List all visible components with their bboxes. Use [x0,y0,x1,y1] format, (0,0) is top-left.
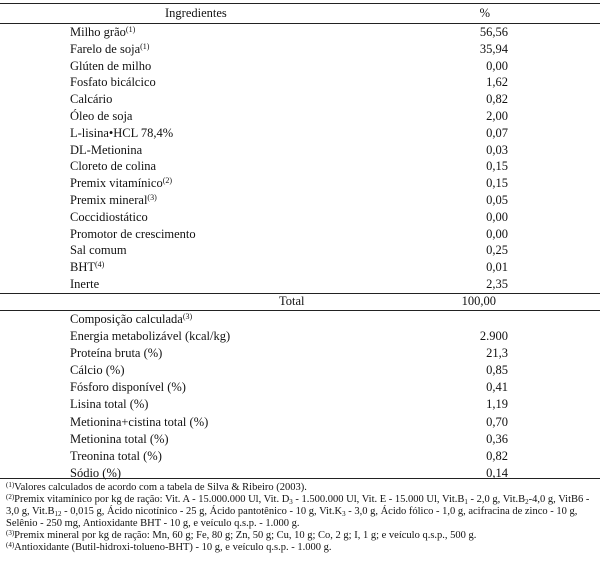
composition-row-label: Cálcio (%) [70,363,125,378]
ingredient-row [0,58,600,75]
ingredient-row [0,259,600,276]
ingredient-row-value: 0,82 [486,92,508,107]
composition-row-label: Treonina total (%) [70,448,162,463]
ingredient-row-value: 0,00 [486,226,508,241]
ingredient-row [0,158,600,175]
ingredient-row-value: 1,62 [486,75,508,90]
footnotes [6,482,596,553]
ingredient-row-value: 0,00 [486,209,508,224]
ingredient-row-value: 0,15 [486,176,508,191]
ingredient-row-label: Sal comum [70,243,127,258]
composition-row [0,362,600,379]
composition-row-value: 0,82 [486,448,508,463]
footnote-3: $^{(3)}$Premix mineral por kg de ração: Mn, 60 g; Fe, 80 g; Zn, 50 g; Cu, 10 g; Co, 2 g; I, 1 g; e veículo q.s.p., 500 g. [6,528,477,541]
total-row [0,293,600,310]
composition-heading-row [0,311,600,328]
ingredient-row-label: BHT$^{(4)}$ [70,260,105,275]
ingredient-row [0,226,600,243]
composition-row [0,431,600,448]
composition-row [0,396,600,413]
composition-row [0,448,600,465]
footnote-2: $^{(2)}$Premix vitamínico por kg de ração: Vit. A - 15.000.000 Ul, Vit. $D_3 - 1.500.000$ Ul, Vit. E - 15.000 Ul, $Vit.B_1 - 2,0$ g, $Vit.B_2-4,0$ g, VitB6 - 3,0 g, $Vit.B_{12} - 0,015$ g, Ácido nicotínico - 25 g, Ácido pantotênico - 10 g, $Vit.K_3 - 3,0$ g, Ácido fólico - 1,0 g, acifracina de zinco - 10 g, Selênio - 250 mg, Antioxidante BHT - 10 g, e veículo q.s.p. - 1.000 g. [6,492,590,529]
header-percent: % [479,6,490,20]
composition-row-label: Metionina+cistina total (%) [70,414,209,429]
composition-row-value: 0,14 [486,465,508,480]
ingredient-row-label: Glúten de milho [70,58,152,73]
footnote-4: $^{(4)}$Antioxidante (Butil-hidroxi-tolueno-BHT) - 10 g, e veículo q.s.p. - 1.000 g. [6,540,332,553]
ingredient-row-value: 0,01 [486,260,508,275]
ingredient-row-value: 0,00 [486,58,508,73]
composition-heading: Composição calculada$^{(3)}$ [70,312,193,326]
composition-row [0,414,600,431]
ingredient-row [0,125,600,142]
ingredient-row-label: Premix mineral$^{(3)}$ [70,193,157,207]
ingredient-row [0,242,600,259]
composition-row [0,379,600,396]
ingredient-row [0,142,600,159]
composition-row-value: 0,36 [486,431,508,446]
ingredient-row-label: Premix vitamínico$^{(2)}$ [70,176,173,191]
ingredient-row [0,74,600,91]
ingredient-row-label: Óleo de soja [70,109,133,123]
ingredient-row-value: 2,35 [486,277,508,291]
composition-row-label: Sódio (%) [70,465,122,480]
ingredient-row-value: 0,03 [486,142,508,157]
ingredient-row-label: Promotor de crescimento [70,226,196,241]
header-ingredients: Ingredientes [165,6,227,20]
ingredient-row-label: Milho grão$^{(1)}$ [70,25,136,39]
composition-row-value: 21,3 [486,346,508,361]
ingredient-row [0,108,600,125]
ingredient-row [0,192,600,209]
composition-row-label: Energia metabolizável (kcal/kg) [70,329,231,343]
ingredient-row-label: Cloreto de colina [70,159,157,174]
composition-row [0,465,600,482]
ingredient-row [0,175,600,192]
ingredient-row-label: Calcário [70,92,113,107]
ingredient-row-value: 2,00 [486,109,508,123]
ingredient-row-value: 0,25 [486,243,508,258]
composition-row-value: 0,70 [486,414,508,429]
ingredient-row-value: 0,07 [486,125,508,140]
composition-row-label: Fósforo disponível (%) [70,380,186,395]
ingredient-row-value: 56,56 [479,25,508,39]
table-bottom-rule [0,478,600,479]
ingredient-row-label: Fosfato bicálcico [70,75,156,90]
ingredient-row-value: 0,15 [486,159,508,174]
ingredient-row [0,91,600,108]
composition-row [0,328,600,345]
ingredient-row-label: DL-Metionina [70,142,143,157]
composition-row-label: Metionina total (%) [70,431,169,446]
table-top-rule [0,3,600,4]
ingredient-row [0,276,600,293]
ingredient-row-label: L-lisina•HCL 78,4% [70,125,174,140]
ingredient-row-label: Farelo de soja$^{(1)}$ [70,41,150,56]
composition-row-label: Proteína bruta (%) [70,346,163,361]
ingredient-row-label: Coccidiostático [70,209,148,224]
composition-row-value: 0,85 [486,363,508,378]
composition-row-value: 2.900 [479,329,508,343]
composition-row-label: Lisina total (%) [70,397,149,412]
ingredient-row [0,24,600,41]
composition-row [0,345,600,362]
composition-row-value: 0,41 [486,380,508,395]
ingredient-row [0,41,600,58]
total-value: 100,00 [461,294,496,308]
ingredient-row-label: Inerte [70,277,100,291]
ingredient-row-value: 0,05 [486,193,508,207]
ingredient-row [0,209,600,226]
ingredient-row-value: 35,94 [479,41,508,56]
composition-row-value: 1,19 [486,397,508,412]
footnote-1: $^{(1)}$Valores calculados de acordo com a tabela de Silva & Ribeiro (2003). [6,481,307,493]
table-header-row [0,5,600,22]
total-label: Total [279,294,305,308]
